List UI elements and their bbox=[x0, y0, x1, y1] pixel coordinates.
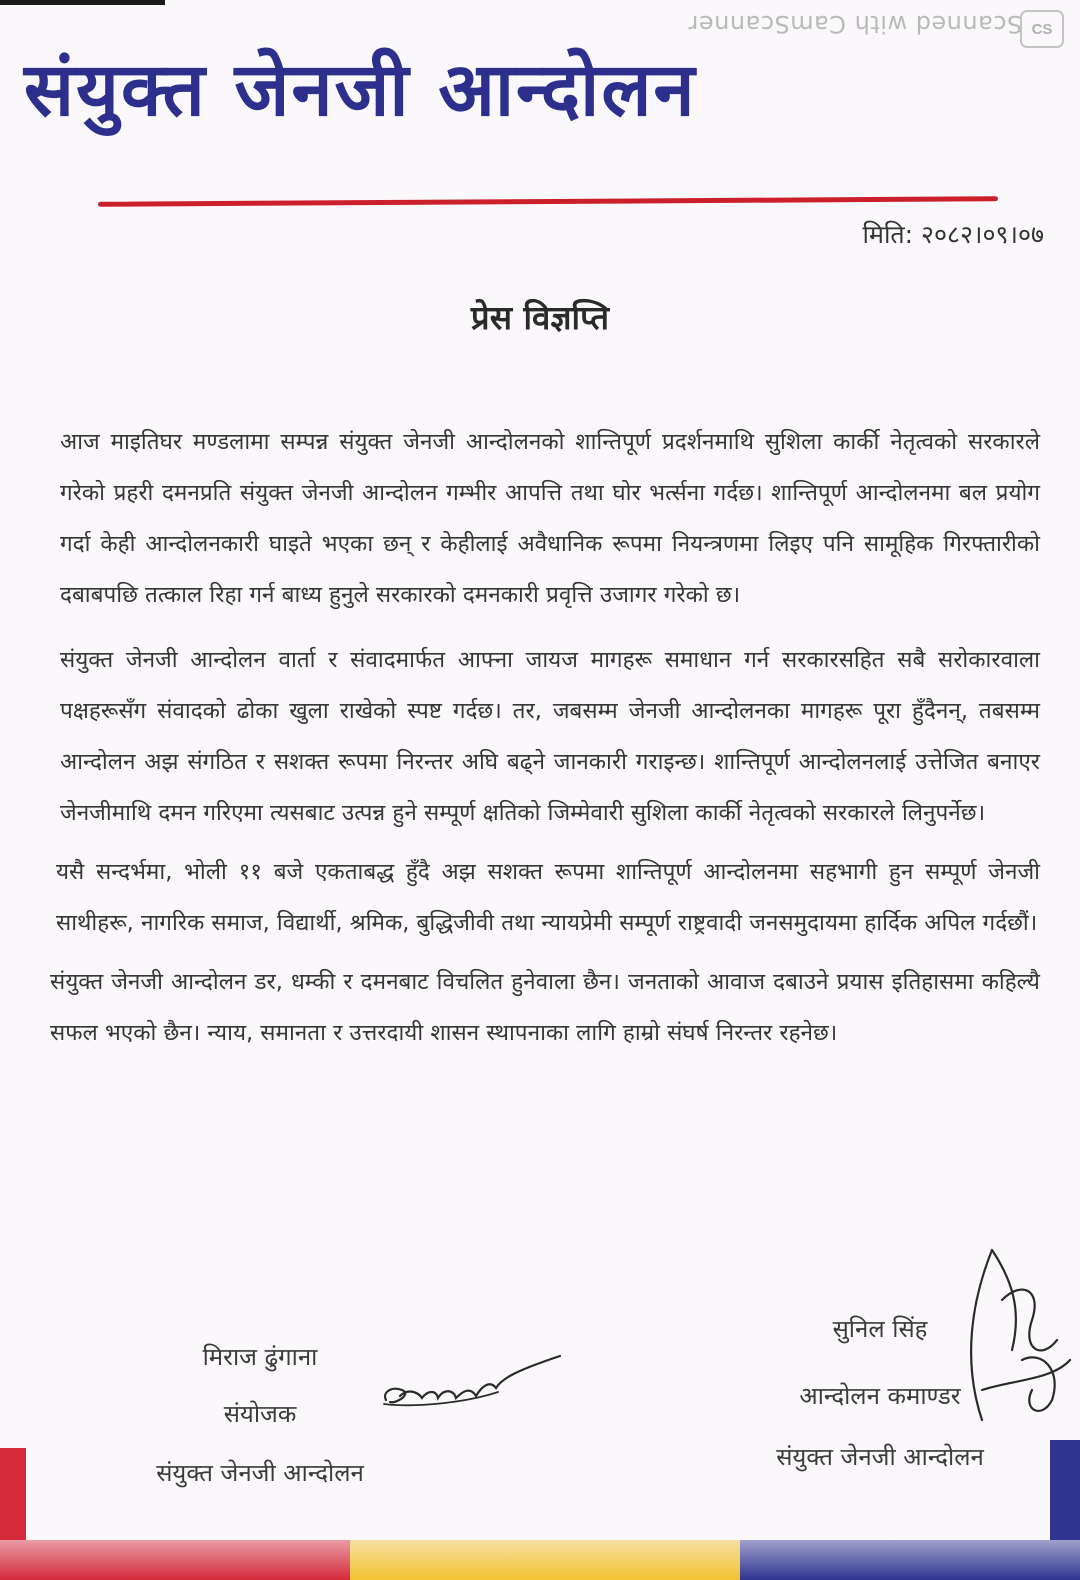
signatory-organization: संयुक्त जेनजी आन्दोलन bbox=[776, 1443, 984, 1471]
letterhead-title: संयुक्त जेनजी आन्दोलन bbox=[24, 47, 697, 133]
signatory-role: संयोजक bbox=[223, 1400, 297, 1428]
footer-accent-red-corner bbox=[0, 1448, 26, 1548]
signatory-name: सुनिल सिंह bbox=[832, 1315, 928, 1343]
signatory-block-left bbox=[130, 1340, 390, 1489]
document-heading: प्रेस विज्ञप्ति bbox=[470, 298, 610, 337]
signatory-organization: संयुक्त जेनजी आन्दोलन bbox=[156, 1459, 364, 1487]
scanner-watermark: Scanned with CamScanner bbox=[687, 10, 1022, 38]
body-paragraph: संयुक्त जेनजी आन्दोलन वार्ता र संवादमार्फत आफ्ना जायज मागहरू समाधान गर्न सरकारसहित सबै सरोकारवाला पक्षहरूसँग संवादको ढोका खुला राखेको स्पष्ट गर्दछ। तर, जबसम्म जेनजी आन्दोलनका मागहरू पूरा हुँदैनन्, तबसम्म आन्दोलन अझ संगठित र सशक्त रूपमा निरन्तर अघि बढ्ने जानकारी गराइन्छ। शान्तिपूर्ण आन्दोलनलाई उत्तेजित बनाएर जेनजीमाथि दमन गरिएमा त्यसबाट उत्पन्न हुने सम्पूर्ण क्षतिको जिम्मेवारी सुशिला कार्की नेतृत्वको सरकारले लिनुपर्नेछ। bbox=[60, 647, 1040, 826]
document-body bbox=[50, 417, 1040, 1073]
footer-shading bbox=[0, 1540, 1080, 1580]
scan-edge-bar bbox=[0, 0, 165, 5]
body-paragraph: यसै सन्दर्भमा, भोली ११ बजे एकताबद्ध हुँदै अझ सशक्त रूपमा शान्तिपूर्ण आन्दोलनमा सहभागी हुन सम्पूर्ण जेनजी साथीहरू, नागरिक समाज, विद्यार्थी, श्रमिक, बुद्धिजीवी तथा न्यायप्रेमी सम्पूर्ण राष्ट्रवादी जनसमुदायमा हार्दिक अपिल गर्दछौं। bbox=[56, 859, 1040, 936]
handwritten-signature-left bbox=[378, 1352, 568, 1422]
body-paragraph: आज माइतिघर मण्डलामा सम्पन्न संयुक्त जेनजी आन्दोलनको शान्तिपूर्ण प्रदर्शनमाथि सुशिला कार्की नेतृत्वको सरकारले गरेको प्रहरी दमनप्रति संयुक्त जेनजी आन्दोलन गम्भीर आपत्ति तथा घोर भर्त्सना गर्दछ। शान्तिपूर्ण आन्दोलनमा बल प्रयोग गर्दा केही आन्दोलनकारी घाइते भएका छन् र केहीलाई अवैधानिक रूपमा नियन्त्रणमा लिइए पनि सामूहिक गिरफ्तारीको दबाबपछि तत्काल रिहा गर्न बाध्य हुनुले सरकारको दमनकारी प्रवृत्ति उजागर गरेको छ। bbox=[60, 429, 1040, 608]
handwritten-signature-right bbox=[962, 1240, 1072, 1430]
signatory-role: आन्दोलन कमाण्डर bbox=[799, 1382, 961, 1410]
body-paragraph: संयुक्त जेनजी आन्दोलन डर, धम्की र दमनबाट विचलित हुनेवाला छैन। जनताको आवाज दबाउने प्रयास इतिहासमा कहिल्यै सफल भएको छैन। न्याय, समानता र उत्तरदायी शासन स्थापनाका लागि हाम्रो संघर्ष निरन्तर रहनेछ। bbox=[50, 969, 1040, 1046]
footer-accent-blue-corner bbox=[1050, 1440, 1080, 1548]
letterhead-divider bbox=[98, 196, 998, 206]
document-date: मिति: २०८२।०९।०७ bbox=[862, 220, 1044, 249]
camscanner-logo-icon: CS bbox=[1020, 10, 1064, 48]
signatory-name: मिराज ढुंगाना bbox=[202, 1343, 318, 1371]
